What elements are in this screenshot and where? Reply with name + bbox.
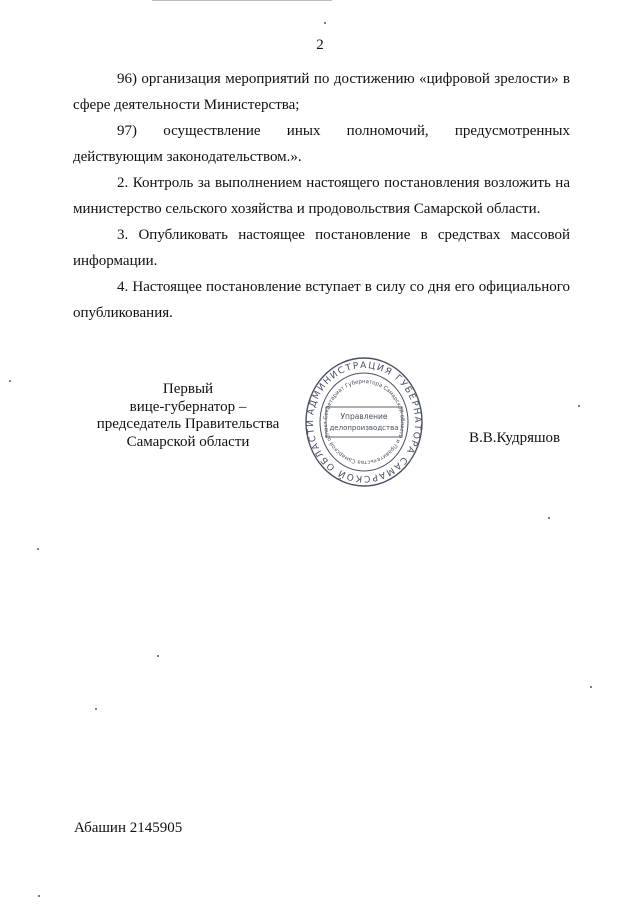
scan-speck xyxy=(37,548,39,550)
paragraph-text: 97) осуществление иных полномочий, предусмотренных действующим законодательством.». xyxy=(73,123,570,165)
scan-speck xyxy=(548,517,550,519)
signatory-title-line: Первый xyxy=(162,381,214,397)
signatory-title xyxy=(88,381,288,451)
scan-speck xyxy=(95,708,97,710)
paragraph-text: 4. Настоящее постановление вступает в силу со дня его официального опубликования. xyxy=(73,279,570,321)
paragraph-item-97 xyxy=(73,118,570,170)
seal-center-line: делопроизводства xyxy=(329,424,399,432)
paragraph-text: 96) организация мероприятий по достижению «цифровой зрелости» в сфере деятельности Министерства; xyxy=(73,71,570,113)
paragraph-publish xyxy=(73,222,570,274)
scan-speck xyxy=(38,895,40,897)
signatory-title-line: Самарской области xyxy=(126,433,250,450)
signatory-name: В.В.Кудряшов xyxy=(469,430,561,446)
scan-speck xyxy=(324,22,326,24)
signatory-title-line: председатель Правительства xyxy=(96,416,280,432)
seal-outer-text: АДМИНИСТРАЦИЯ ГУБЕРНАТОРА САМАРСКОЙ ОБЛАСТИ xyxy=(305,360,423,484)
page-number: 2 xyxy=(316,37,324,53)
executor-code: Абашин 2145905 xyxy=(74,820,183,836)
official-seal-stamp xyxy=(303,354,425,490)
scan-speck xyxy=(9,380,11,382)
seal-center-line: Управление xyxy=(340,412,388,421)
scan-speck xyxy=(590,686,592,688)
paragraph-effect xyxy=(73,274,570,326)
scan-speck xyxy=(157,655,159,657)
signatory-title-line: вице-губернатор – xyxy=(129,398,247,415)
seal-inner-text: Секретариат Губернатора Самарской области и Правительства Самарской област xyxy=(322,378,406,466)
paragraph-control xyxy=(73,170,570,222)
scan-speck xyxy=(578,405,580,407)
paragraph-text: 2. Контроль за выполнением настоящего постановления возложить на министерство сельского хозяйства и продовольствия Самарской области. xyxy=(73,175,570,217)
paragraph-item-96 xyxy=(73,66,570,118)
scan-edge-line xyxy=(152,0,332,1)
paragraph-text: 3. Опубликовать настоящее постановление в средствах массовой информации. xyxy=(73,227,570,269)
